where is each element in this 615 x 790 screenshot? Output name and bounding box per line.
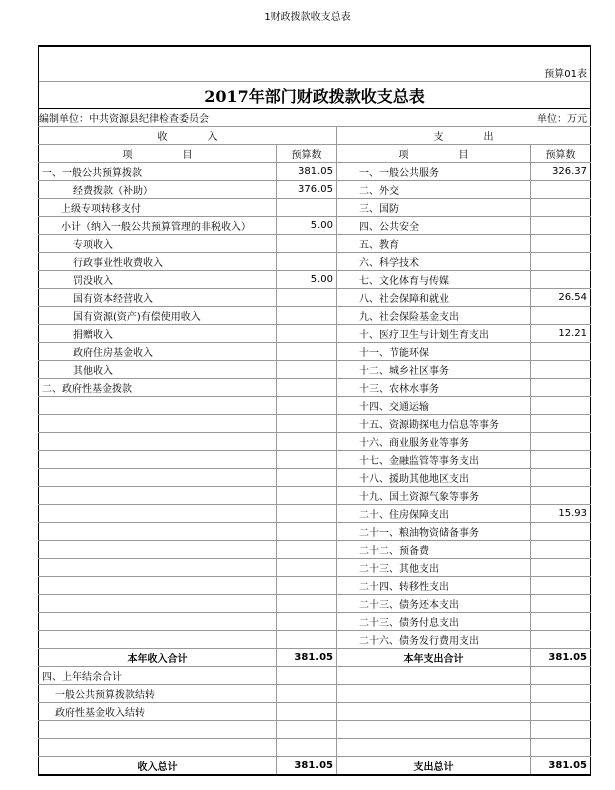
expense-item: 二十四、转移性支出 bbox=[337, 577, 531, 595]
table-row bbox=[39, 343, 591, 361]
table-row bbox=[39, 163, 591, 181]
table-row bbox=[39, 451, 591, 469]
expense-budget-value bbox=[531, 577, 591, 595]
table-row bbox=[39, 379, 591, 397]
table-row bbox=[39, 523, 591, 541]
income-budget-value bbox=[277, 505, 337, 523]
income-budget-value bbox=[277, 523, 337, 541]
income-item-header: 项 目 bbox=[39, 145, 277, 163]
expense-item: 二十三、债务还本支出 bbox=[337, 595, 531, 613]
table-row bbox=[39, 577, 591, 595]
income-item bbox=[39, 451, 277, 469]
expense-budget-value bbox=[531, 433, 591, 451]
expense-budget-value bbox=[531, 631, 591, 649]
expense-budget-value bbox=[531, 415, 591, 433]
expense-header: 支 出 bbox=[337, 127, 591, 145]
income-budget-value bbox=[277, 469, 337, 487]
income-budget-value bbox=[277, 253, 337, 271]
income-item: 上级专项转移支付 bbox=[39, 199, 277, 217]
expense-budget-value bbox=[531, 307, 591, 325]
expense-budget-value: 26.54 bbox=[531, 289, 591, 307]
income-budget-value bbox=[277, 613, 337, 631]
grand-total-row bbox=[39, 757, 591, 776]
unit-prefix: 编制单位： bbox=[39, 114, 89, 125]
table-row bbox=[39, 433, 591, 451]
unit-row bbox=[39, 109, 591, 127]
carryover-fund-row bbox=[39, 703, 591, 721]
carryover-fund: 政府性基金收入结转 bbox=[39, 703, 277, 721]
expense-item: 十九、国土资源气象等事务 bbox=[337, 487, 531, 505]
expense-budget-value bbox=[531, 559, 591, 577]
income-budget-value bbox=[277, 451, 337, 469]
income-budget-value bbox=[277, 397, 337, 415]
expense-budget-value bbox=[531, 181, 591, 199]
income-budget-value bbox=[277, 325, 337, 343]
table-row bbox=[39, 289, 591, 307]
code-row bbox=[39, 64, 591, 82]
annual-total-row bbox=[39, 649, 591, 667]
income-item bbox=[39, 595, 277, 613]
income-item: 一、一般公共预算拨款 bbox=[39, 163, 277, 181]
income-item bbox=[39, 433, 277, 451]
expense-item: 二十三、其他支出 bbox=[337, 559, 531, 577]
income-item: 捐赠收入 bbox=[39, 325, 277, 343]
expense-budget-value bbox=[531, 235, 591, 253]
expense-item: 十二、城乡社区事务 bbox=[337, 361, 531, 379]
expense-item: 九、社会保险基金支出 bbox=[337, 307, 531, 325]
income-item: 小计（纳入一般公共预算管理的非税收入） bbox=[39, 217, 277, 235]
expense-item: 十七、金融监管等事务支出 bbox=[337, 451, 531, 469]
expense-budget-header: 预算数 bbox=[531, 145, 591, 163]
table-row bbox=[39, 613, 591, 631]
top-blank-row bbox=[39, 46, 591, 64]
expense-budget-value bbox=[531, 451, 591, 469]
table-row bbox=[39, 271, 591, 289]
sheet-tab-title: 1财政拨款收支总表 bbox=[264, 12, 351, 23]
table-row bbox=[39, 415, 591, 433]
unit-info bbox=[39, 109, 531, 127]
grand-expense-label: 支出总计 bbox=[337, 757, 531, 776]
income-item: 政府住房基金收入 bbox=[39, 343, 277, 361]
carryover-general-row bbox=[39, 685, 591, 703]
empty-row bbox=[39, 721, 591, 739]
expense-budget-value: 12.21 bbox=[531, 325, 591, 343]
expense-budget-value bbox=[531, 253, 591, 271]
section-header-row bbox=[39, 127, 591, 145]
income-item: 罚没收入 bbox=[39, 271, 277, 289]
carryover-header: 四、上年结余合计 bbox=[39, 667, 277, 685]
income-budget-value bbox=[277, 199, 337, 217]
income-item bbox=[39, 487, 277, 505]
table-row bbox=[39, 541, 591, 559]
table-row bbox=[39, 235, 591, 253]
income-item: 专项收入 bbox=[39, 235, 277, 253]
expense-item: 二十三、债务付息支出 bbox=[337, 613, 531, 631]
income-budget-value bbox=[277, 343, 337, 361]
expense-item: 二十一、粮油物资储备事务 bbox=[337, 523, 531, 541]
expense-budget-value bbox=[531, 271, 591, 289]
income-budget-value bbox=[277, 289, 337, 307]
table-row bbox=[39, 253, 591, 271]
expense-budget-value bbox=[531, 361, 591, 379]
table-row bbox=[39, 325, 591, 343]
income-budget-value bbox=[277, 307, 337, 325]
expense-item: 三、国防 bbox=[337, 199, 531, 217]
income-total-value: 381.05 bbox=[277, 649, 337, 667]
expense-item: 十六、商业服务业等事务 bbox=[337, 433, 531, 451]
income-item bbox=[39, 505, 277, 523]
income-budget-value bbox=[277, 577, 337, 595]
expense-item: 十一、节能环保 bbox=[337, 343, 531, 361]
unit-name: 中共资源县纪律检查委员会 bbox=[89, 114, 209, 125]
income-budget-value bbox=[277, 235, 337, 253]
income-item bbox=[39, 577, 277, 595]
income-item: 行政事业性收费收入 bbox=[39, 253, 277, 271]
page-title: 2017年部门财政拨款收支总表 bbox=[39, 82, 591, 109]
table-row bbox=[39, 487, 591, 505]
expense-item: 七、文化体育与传媒 bbox=[337, 271, 531, 289]
grand-income-label: 收入总计 bbox=[39, 757, 277, 776]
table-row bbox=[39, 505, 591, 523]
income-item bbox=[39, 397, 277, 415]
expense-budget-value bbox=[531, 199, 591, 217]
income-item bbox=[39, 631, 277, 649]
expense-item: 四、公共安全 bbox=[337, 217, 531, 235]
table-row bbox=[39, 217, 591, 235]
income-budget-value bbox=[277, 379, 337, 397]
table-row bbox=[39, 595, 591, 613]
expense-budget-value: 15.93 bbox=[531, 505, 591, 523]
income-budget-value bbox=[277, 433, 337, 451]
income-budget-header: 预算数 bbox=[277, 145, 337, 163]
expense-item-header: 项 目 bbox=[337, 145, 531, 163]
income-item bbox=[39, 613, 277, 631]
budget-table bbox=[38, 45, 591, 776]
expense-item: 二十二、预备费 bbox=[337, 541, 531, 559]
income-budget-value bbox=[277, 631, 337, 649]
carryover-row bbox=[39, 667, 591, 685]
income-budget-value bbox=[277, 541, 337, 559]
income-budget-value bbox=[277, 559, 337, 577]
table-row bbox=[39, 199, 591, 217]
income-budget-value: 5.00 bbox=[277, 217, 337, 235]
expense-item: 一、一般公共服务 bbox=[337, 163, 531, 181]
expense-item: 十、医疗卫生与计划生育支出 bbox=[337, 325, 531, 343]
expense-item: 二十六、债务发行费用支出 bbox=[337, 631, 531, 649]
expense-budget-value bbox=[531, 379, 591, 397]
expense-budget-value bbox=[531, 487, 591, 505]
income-budget-value bbox=[277, 361, 337, 379]
table-row bbox=[39, 361, 591, 379]
income-total-label: 本年收入合计 bbox=[39, 649, 277, 667]
expense-budget-value bbox=[531, 217, 591, 235]
empty-row bbox=[39, 739, 591, 757]
expense-budget-value bbox=[531, 469, 591, 487]
income-budget-value: 5.00 bbox=[277, 271, 337, 289]
income-item bbox=[39, 541, 277, 559]
column-header-row bbox=[39, 145, 591, 163]
income-header: 收 入 bbox=[39, 127, 337, 145]
expense-budget-value bbox=[531, 613, 591, 631]
table-row bbox=[39, 631, 591, 649]
income-item bbox=[39, 523, 277, 541]
expense-total-value: 381.05 bbox=[531, 649, 591, 667]
expense-item: 二十、住房保障支出 bbox=[337, 505, 531, 523]
expense-budget-value bbox=[531, 595, 591, 613]
expense-item: 十五、资源勘探电力信息等事务 bbox=[337, 415, 531, 433]
income-item: 国有资本经营收入 bbox=[39, 289, 277, 307]
income-budget-value: 381.05 bbox=[277, 163, 337, 181]
expense-item: 五、教育 bbox=[337, 235, 531, 253]
form-code: 预算01表 bbox=[531, 64, 591, 82]
expense-total-label: 本年支出合计 bbox=[337, 649, 531, 667]
title-row bbox=[39, 82, 591, 109]
income-item: 经费拨款（补助） bbox=[39, 181, 277, 199]
grand-income-value: 381.05 bbox=[277, 757, 337, 776]
table-row bbox=[39, 559, 591, 577]
currency-unit: 单位：万元 bbox=[531, 109, 591, 127]
income-budget-value: 376.05 bbox=[277, 181, 337, 199]
income-item: 其他收入 bbox=[39, 361, 277, 379]
carryover-general: 一般公共预算拨款结转 bbox=[39, 685, 277, 703]
income-budget-value bbox=[277, 595, 337, 613]
income-item bbox=[39, 559, 277, 577]
table-row bbox=[39, 469, 591, 487]
expense-budget-value: 326.37 bbox=[531, 163, 591, 181]
table-row bbox=[39, 181, 591, 199]
expense-item: 六、科学技术 bbox=[337, 253, 531, 271]
income-item bbox=[39, 415, 277, 433]
expense-budget-value bbox=[531, 343, 591, 361]
expense-budget-value bbox=[531, 397, 591, 415]
expense-item: 十四、交通运输 bbox=[337, 397, 531, 415]
income-item: 二、政府性基金拨款 bbox=[39, 379, 277, 397]
grand-expense-value: 381.05 bbox=[531, 757, 591, 776]
income-budget-value bbox=[277, 415, 337, 433]
table-row bbox=[39, 397, 591, 415]
expense-budget-value bbox=[531, 523, 591, 541]
expense-item: 八、社会保障和就业 bbox=[337, 289, 531, 307]
income-item bbox=[39, 469, 277, 487]
expense-item: 十八、援助其他地区支出 bbox=[337, 469, 531, 487]
income-budget-value bbox=[277, 487, 337, 505]
table-row bbox=[39, 307, 591, 325]
expense-budget-value bbox=[531, 541, 591, 559]
income-item: 国有资源(资产)有偿使用收入 bbox=[39, 307, 277, 325]
expense-item: 十三、农林水事务 bbox=[337, 379, 531, 397]
expense-item: 二、外交 bbox=[337, 181, 531, 199]
